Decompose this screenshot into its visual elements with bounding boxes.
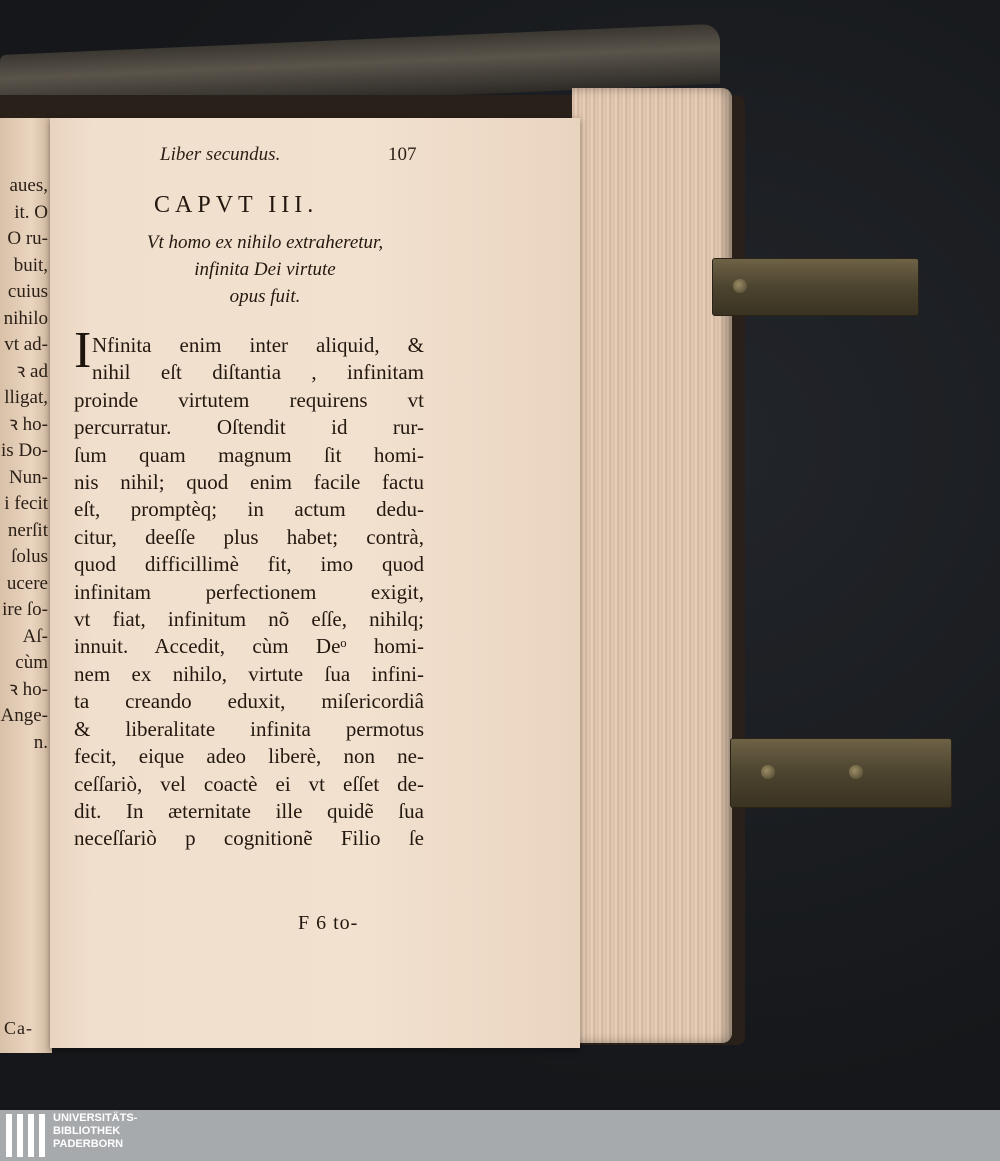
left-text-fragment: ꝛ ho-: [8, 413, 48, 435]
left-text-fragment: buit,: [13, 254, 48, 276]
left-text-fragment: ucere: [6, 572, 48, 594]
left-text-fragment: aues,: [9, 175, 48, 196]
left-text-fragment: nihilo: [3, 307, 48, 329]
left-text-fragment: lligat,: [4, 387, 48, 408]
text-line: proinde virtutem requirens vt: [74, 387, 424, 412]
text-line: Nfinita enim inter aliquid, &: [92, 333, 424, 357]
text-line: innuit. Accedit, cùm Deᵒ homi-: [74, 634, 424, 659]
running-head: Liber secundus.: [160, 144, 281, 165]
library-name-line: PADERBORN: [53, 1138, 124, 1150]
left-text-fragment: ꝛ ho-: [8, 678, 48, 700]
text-line: ceſſariò, vel coactè ei vt eſſet de-: [74, 771, 424, 796]
text-line: & liberalitate infinita permotus: [74, 716, 424, 741]
text-line: percurratur. Oſtendit id rur-: [74, 415, 424, 440]
text-line: nem ex nihilo, virtute ſua infini-: [74, 661, 424, 686]
chapter-heading: CAPVT III.: [154, 192, 319, 218]
text-line: quod difficillimè fit, imo quod: [74, 552, 424, 577]
left-text-fragment: it. O: [14, 201, 48, 223]
subtitle-line: opus fuit.: [229, 286, 301, 307]
left-text-fragment: O ru-: [7, 228, 48, 249]
left-text-fragment: Ange-: [0, 705, 48, 726]
text-line: citur, deeſſe plus habet; contrà,: [74, 524, 424, 549]
text-line: ſum quam magnum ſit homi-: [74, 442, 424, 467]
text-line: fecit, eique adeo liberè, non ne-: [74, 744, 424, 769]
drop-cap: I: [74, 322, 92, 379]
library-name-line: UNIVERSITÄTS-: [53, 1112, 138, 1124]
left-text-fragment: vt ad-: [4, 334, 48, 355]
page-number: 107: [388, 144, 417, 165]
text-line: nis nihil; quod enim facile factu: [74, 470, 424, 495]
catchword: F 6 to-: [298, 912, 359, 934]
library-name-line: BIBLIOTHEK: [53, 1125, 121, 1137]
library-footer: [0, 1110, 1000, 1161]
left-text-fragment: Aſ-: [22, 625, 48, 647]
left-page-catchword: Ca-: [4, 1018, 33, 1038]
left-page: [0, 118, 52, 1053]
left-page-text: [0, 173, 52, 756]
left-text-fragment: ire ſo-: [2, 599, 48, 620]
chapter-subtitle: [50, 229, 480, 310]
left-text-fragment: nerſit: [7, 519, 48, 541]
library-logo-icon: [6, 1114, 46, 1157]
left-text-fragment: cùm: [15, 652, 48, 673]
left-text-fragment: cuius: [7, 281, 48, 302]
library-name: [53, 1112, 137, 1151]
left-text-fragment: ſolus: [11, 546, 48, 567]
page-fore-edge: [572, 88, 732, 1043]
text-line: vt fiat, infinitum nõ eſſe, nihilq;: [74, 607, 424, 632]
text-line: nihil eſt diſtantia , infinitam: [92, 360, 424, 385]
subtitle-line: Vt homo ex nihilo extraheretur,: [146, 232, 384, 253]
rivet-icon: [849, 765, 863, 779]
right-page: [50, 118, 580, 1048]
left-text-fragment: n.: [33, 731, 48, 753]
text-line: dit. In æternitate ille quidẽ ſua: [74, 798, 424, 823]
left-text-fragment: Nun-: [8, 466, 48, 488]
text-line: infinitam perfectionem exigit,: [74, 579, 424, 604]
text-line: neceſſariò p cognitionẽ Filio ſe: [74, 826, 424, 851]
subtitle-line: infinita Dei virtute: [194, 259, 336, 280]
body-text: [74, 332, 424, 853]
text-line: eſt, promptèq; in actum dedu-: [74, 497, 424, 522]
rivet-icon: [733, 279, 747, 293]
clasp-upper: [712, 258, 919, 316]
left-text-fragment: i fecit: [4, 493, 48, 514]
clasp-lower: [730, 738, 952, 808]
left-text-fragment: is Do-: [1, 440, 48, 461]
text-line: ta creando eduxit, miſericordiâ: [74, 689, 424, 714]
rivet-icon: [761, 765, 775, 779]
left-text-fragment: ꝛ ad: [16, 360, 48, 382]
